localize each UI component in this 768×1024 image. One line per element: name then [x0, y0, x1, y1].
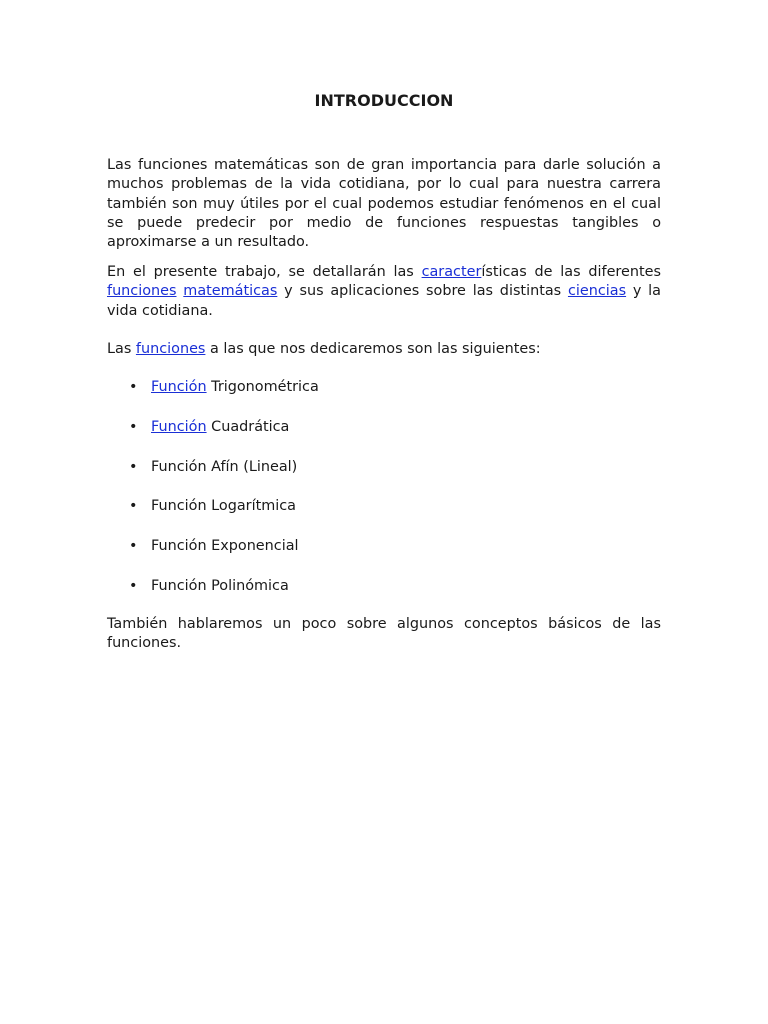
- list-item-text: Trigonométrica: [206, 379, 319, 395]
- present-text-4: y sus aplicaciones sobre las distintas: [277, 283, 568, 300]
- bullet-icon: •: [129, 538, 138, 554]
- present-text-5: y la vida cotidiana.: [107, 283, 661, 319]
- bullet-icon: •: [129, 498, 138, 514]
- bullet-icon: •: [129, 379, 138, 395]
- list-item: [129, 458, 298, 477]
- link-funcion-trigonometrica[interactable]: Función: [151, 379, 207, 395]
- link-matematicas[interactable]: matemáticas: [183, 283, 278, 300]
- bullet-icon: •: [129, 578, 138, 594]
- page-title: INTRODUCCION: [314, 91, 454, 110]
- present-paragraph: [107, 263, 661, 321]
- list-item: [129, 497, 296, 516]
- intro-paragraph: Las funciones matemáticas son de gran importancia para darle solución a muchos problemas de la vida cotidiana, por lo cual para nuestra carrera también son muy útiles por el cual podemos estudiar fenómenos en el cual se puede predecir por medio de funciones respuestas tangibles o aproximarse a un resultado.: [107, 157, 661, 251]
- closing-paragraph: También hablaremos un poco sobre algunos conceptos básicos de las funciones.: [107, 616, 661, 652]
- list-item: [129, 577, 289, 596]
- link-ciencias[interactable]: ciencias: [567, 283, 627, 300]
- list-item: [129, 418, 290, 437]
- link-funcion-cuadratica[interactable]: Función: [151, 419, 207, 435]
- list-item: [129, 378, 319, 397]
- list-item-text: Función Polinómica: [151, 578, 289, 594]
- list-item-text: Función Exponencial: [151, 538, 299, 554]
- las-text-2: a las que nos dedicaremos son las siguientes:: [205, 341, 541, 357]
- link-caracter[interactable]: caracter: [421, 264, 482, 280]
- list-item-text: Cuadrática: [206, 419, 290, 435]
- list-item-text: Función Afín (Lineal): [151, 459, 298, 475]
- list-item: [129, 537, 299, 556]
- las-text-1: Las: [107, 341, 136, 357]
- bullet-icon: •: [129, 419, 138, 435]
- link-funciones-2[interactable]: funciones: [135, 341, 206, 357]
- present-text-1: En el presente trabajo, se detallarán las: [107, 264, 422, 280]
- list-item-text: Función Logarítmica: [151, 498, 296, 514]
- las-funciones-paragraph: [107, 340, 661, 359]
- present-text-2: ísticas de las diferentes: [481, 264, 661, 280]
- bullet-icon: •: [129, 459, 138, 475]
- link-funciones[interactable]: funciones: [107, 283, 177, 300]
